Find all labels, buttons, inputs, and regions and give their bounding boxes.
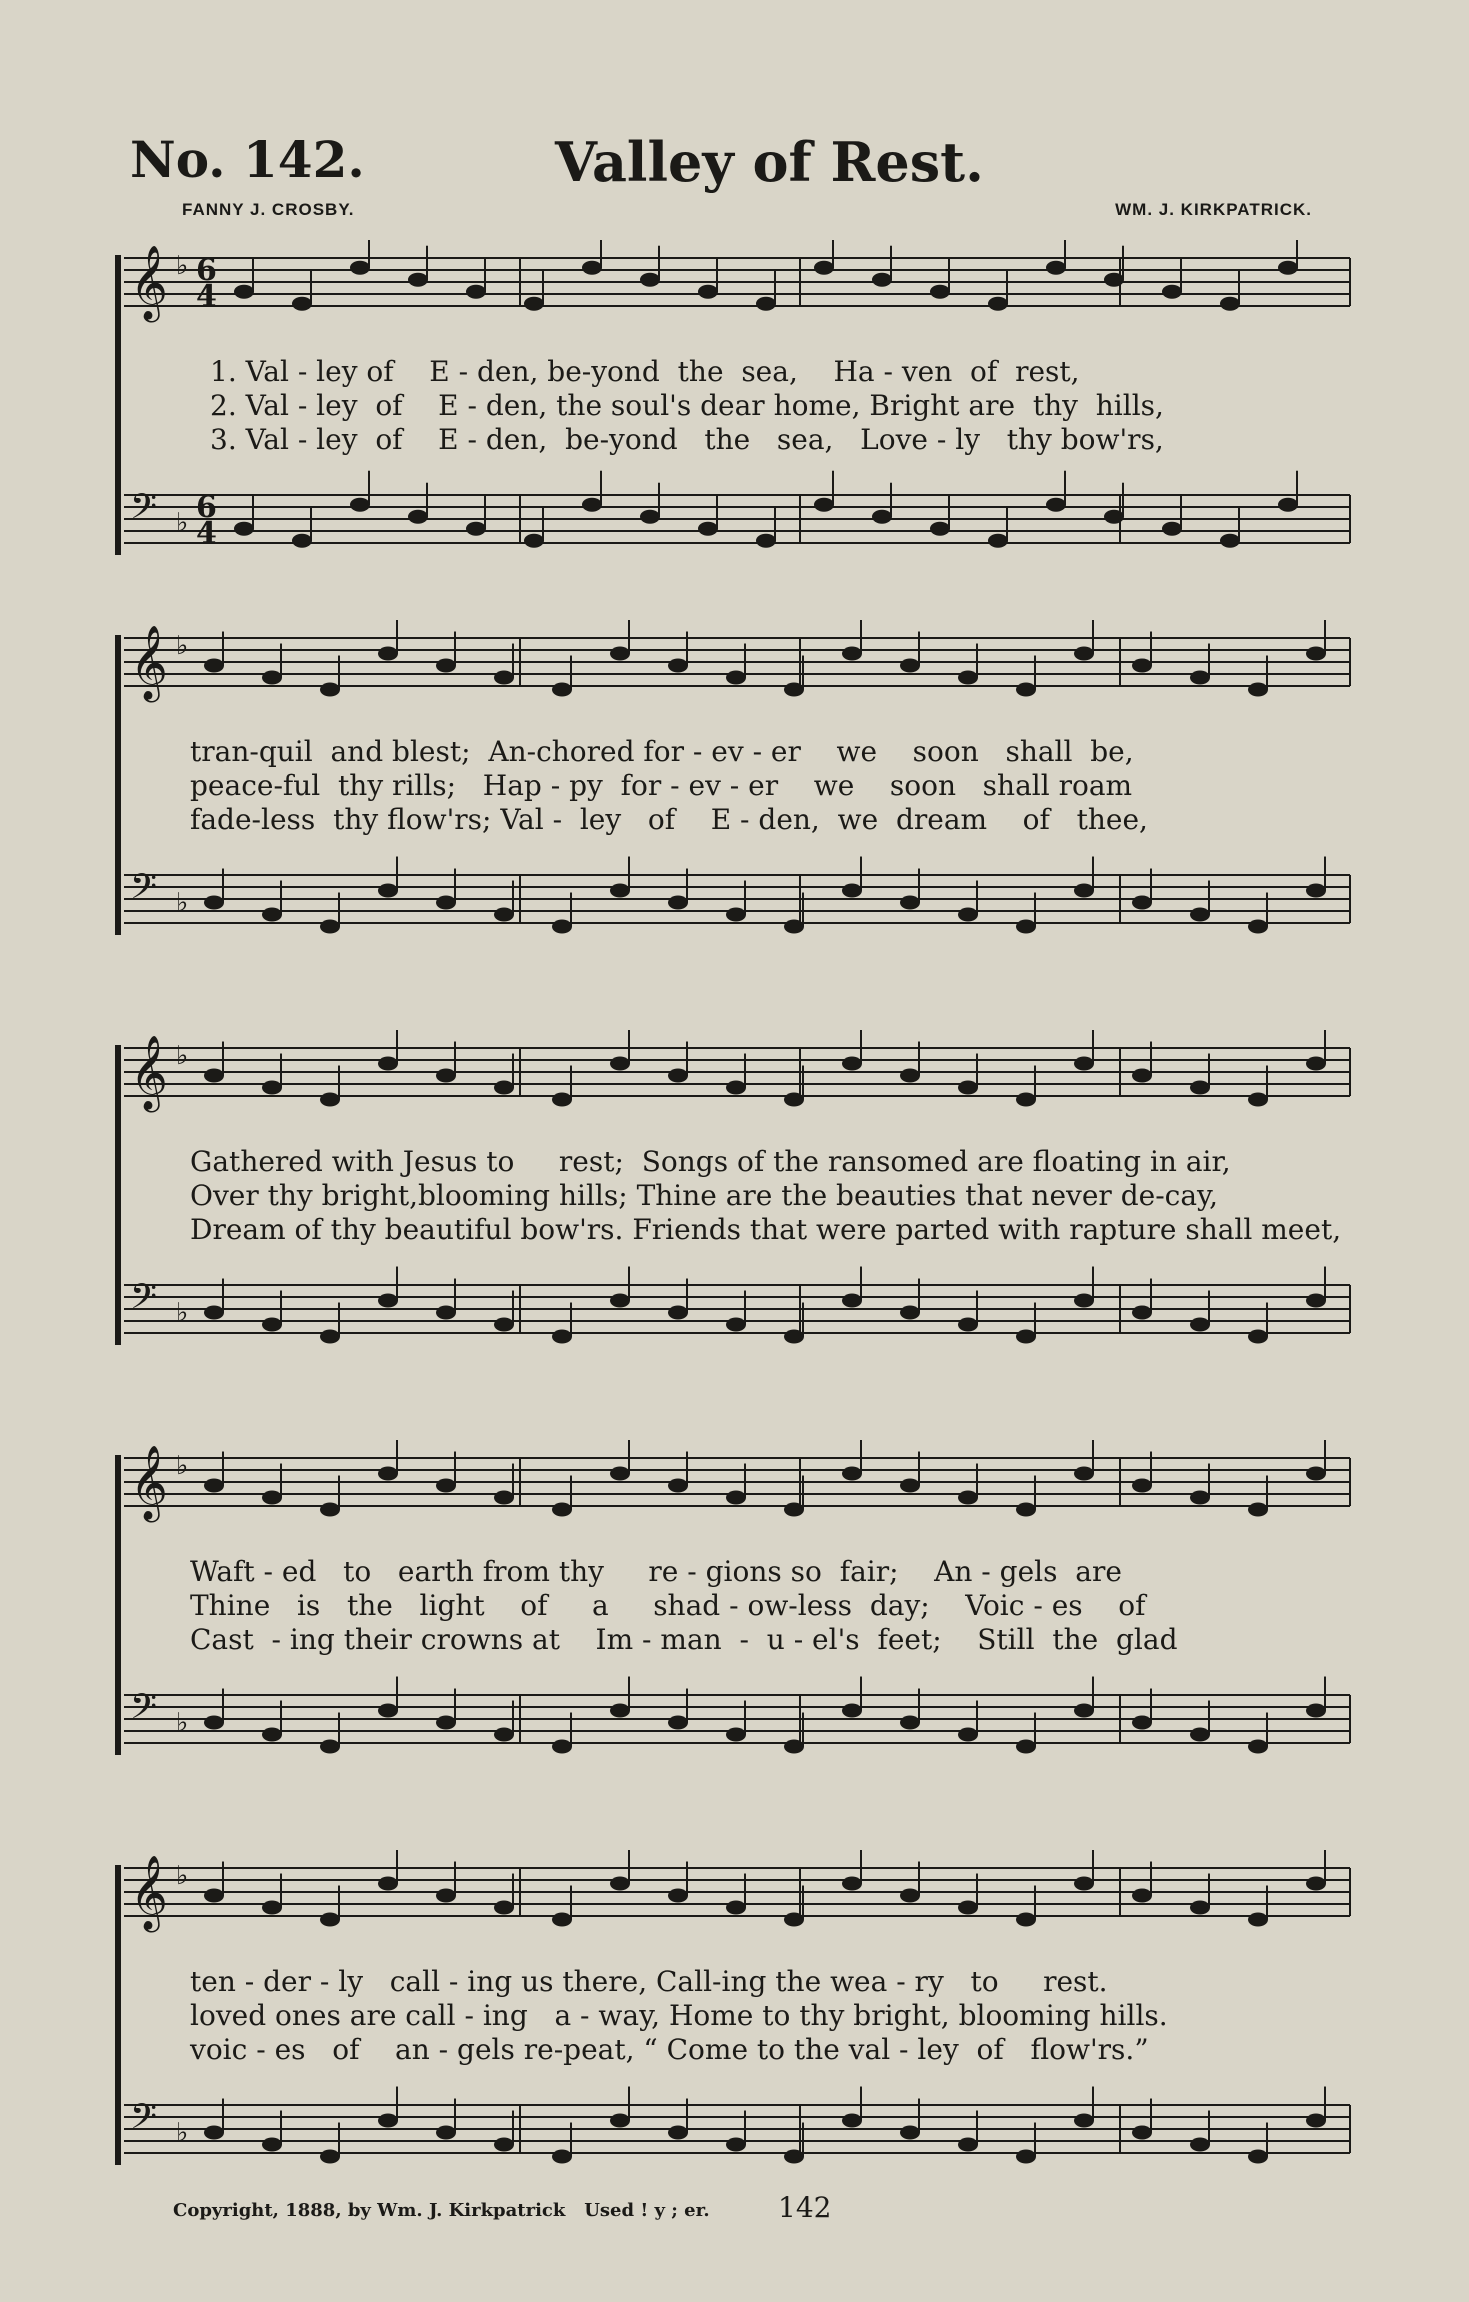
note-head — [436, 1889, 456, 1903]
note-head — [494, 1318, 514, 1332]
time-signature-icon: 6 — [196, 253, 217, 288]
note-head — [378, 1877, 398, 1891]
note-head — [958, 908, 978, 922]
note-head — [1074, 1704, 1094, 1718]
note-head — [988, 534, 1008, 548]
note-head — [668, 659, 688, 673]
note-head — [668, 1306, 688, 1320]
flat-icon: ♭ — [176, 1041, 189, 1071]
note-head — [784, 1740, 804, 1754]
note-head — [524, 297, 544, 311]
note-head — [842, 2114, 862, 2128]
note-head — [494, 1081, 514, 1095]
hymn-number: No. 142. — [130, 130, 365, 189]
treble-clef-icon: 𝄞 — [130, 626, 168, 700]
note-head — [726, 1728, 746, 1742]
lyric-line: 3. Val - ley of E - den, be-yond the sea, Love - ly thy bow'rs, — [210, 423, 1164, 456]
note-head — [1016, 683, 1036, 697]
note-head — [900, 1889, 920, 1903]
note-head — [698, 522, 718, 536]
music-system — [110, 240, 1360, 580]
note-head — [958, 1728, 978, 1742]
note-head — [640, 510, 660, 524]
note-head — [436, 1479, 456, 1493]
note-head — [350, 498, 370, 512]
note-head — [1162, 285, 1182, 299]
note-head — [1074, 1467, 1094, 1481]
note-head — [378, 1704, 398, 1718]
note-head — [292, 534, 312, 548]
note-head — [1132, 1479, 1152, 1493]
lyrics-block — [210, 355, 1164, 457]
note-head — [842, 647, 862, 661]
note-head — [552, 2150, 572, 2164]
note-head — [900, 1069, 920, 1083]
lyric-line: 1. Val - ley of E - den, be-yond the sea, Ha - ven of rest, — [210, 355, 1080, 388]
note-head — [1132, 2126, 1152, 2140]
note-head — [262, 2138, 282, 2152]
note-head — [726, 2138, 746, 2152]
note-head — [668, 896, 688, 910]
note-head — [610, 2114, 630, 2128]
note-head — [842, 1877, 862, 1891]
note-head — [1306, 2114, 1326, 2128]
note-head — [698, 285, 718, 299]
note-head — [958, 671, 978, 685]
note-head — [610, 1704, 630, 1718]
note-head — [234, 522, 254, 536]
flat-icon: ♭ — [176, 1298, 189, 1328]
note-head — [1220, 534, 1240, 548]
note-head — [292, 297, 312, 311]
flat-icon: ♭ — [176, 508, 189, 538]
note-head — [1248, 920, 1268, 934]
note-head — [900, 1306, 920, 1320]
flat-icon: ♭ — [176, 1861, 189, 1891]
note-head — [1016, 1503, 1036, 1517]
lyric-line: peace-ful thy rills; Hap - py for - ev - er we soon shall roam — [190, 769, 1133, 802]
note-head — [1074, 1877, 1094, 1891]
note-head — [726, 671, 746, 685]
note-head — [814, 498, 834, 512]
note-head — [524, 534, 544, 548]
note-head — [930, 285, 950, 299]
note-head — [204, 1889, 224, 1903]
treble-clef-icon: 𝄞 — [130, 246, 168, 320]
note-head — [842, 1057, 862, 1071]
note-head — [204, 1306, 224, 1320]
lyric-line: Gathered with Jesus to rest; Songs of the ransomed are floating in air, — [190, 1145, 1231, 1178]
note-head — [262, 1081, 282, 1095]
note-head — [1306, 1704, 1326, 1718]
note-head — [726, 1901, 746, 1915]
note-head — [610, 884, 630, 898]
bass-clef-icon: 𝄢 — [130, 1276, 158, 1325]
lyric-line: Waft - ed to earth from thy re - gions so fair; An - gels are — [190, 1555, 1122, 1588]
note-head — [408, 273, 428, 287]
bass-clef-icon: 𝄢 — [130, 1686, 158, 1735]
note-head — [988, 297, 1008, 311]
lyrics-block — [190, 1965, 1168, 2067]
note-head — [204, 1716, 224, 1730]
note-head — [1132, 1069, 1152, 1083]
note-head — [1306, 1467, 1326, 1481]
note-head — [842, 1467, 862, 1481]
note-head — [552, 1330, 572, 1344]
copyright-notice — [173, 2200, 710, 2221]
note-head — [784, 2150, 804, 2164]
note-head — [784, 1913, 804, 1927]
lyric-line: ten - der - ly call - ing us there, Call-ing the wea - ry to rest. — [190, 1965, 1108, 1998]
note-head — [1248, 1913, 1268, 1927]
note-head — [842, 884, 862, 898]
note-head — [958, 1901, 978, 1915]
note-head — [1190, 2138, 1210, 2152]
lyric-line: voic - es of an - gels re-peat, “ Come to the val - ley of flow'rs.” — [190, 2033, 1149, 2066]
flat-icon: ♭ — [176, 888, 189, 918]
note-head — [1132, 1889, 1152, 1903]
note-head — [1220, 297, 1240, 311]
note-head — [436, 1716, 456, 1730]
note-head — [1074, 647, 1094, 661]
note-head — [726, 1491, 746, 1505]
note-head — [1074, 1057, 1094, 1071]
copyright-text: Copyright, 1888, by Wm. J. Kirkpatrick — [173, 2200, 566, 2221]
bass-clef-icon: 𝄢 — [130, 2096, 158, 2145]
note-head — [1190, 1728, 1210, 1742]
note-head — [900, 659, 920, 673]
note-head — [842, 1294, 862, 1308]
music-system — [110, 620, 1360, 960]
note-head — [466, 522, 486, 536]
note-head — [726, 1081, 746, 1095]
note-head — [204, 1479, 224, 1493]
note-head — [320, 1913, 340, 1927]
hymn-title: Valley of Rest. — [555, 130, 984, 194]
note-head — [494, 908, 514, 922]
flat-icon: ♭ — [176, 2118, 189, 2148]
note-head — [784, 1503, 804, 1517]
note-head — [494, 1901, 514, 1915]
note-head — [1306, 647, 1326, 661]
note-head — [552, 1913, 572, 1927]
note-head — [1074, 2114, 1094, 2128]
note-head — [784, 1093, 804, 1107]
note-head — [436, 1069, 456, 1083]
note-head — [262, 1491, 282, 1505]
lyric-line: 2. Val - ley of E - den, the soul's dear home, Bright are thy hills, — [210, 389, 1164, 422]
note-head — [204, 2126, 224, 2140]
note-head — [262, 1318, 282, 1332]
bass-clef-icon: 𝄢 — [130, 866, 158, 915]
note-head — [958, 1081, 978, 1095]
note-head — [262, 908, 282, 922]
note-head — [1306, 1294, 1326, 1308]
note-head — [1074, 1294, 1094, 1308]
page-number: 142 — [778, 2191, 832, 2224]
music-system — [110, 1850, 1360, 2190]
note-head — [466, 285, 486, 299]
lyric-line: Thine is the light of a shad - ow-less day; Voic - es of — [190, 1589, 1146, 1622]
note-head — [408, 510, 428, 524]
lyrics-block — [190, 1555, 1178, 1657]
note-head — [320, 2150, 340, 2164]
note-head — [204, 659, 224, 673]
note-head — [1104, 273, 1124, 287]
time-signature-icon: 4 — [196, 516, 217, 551]
note-head — [610, 1294, 630, 1308]
note-head — [900, 1479, 920, 1493]
note-head — [494, 1728, 514, 1742]
note-head — [668, 2126, 688, 2140]
lyrics-block — [190, 735, 1148, 837]
treble-clef-icon: 𝄞 — [130, 1446, 168, 1520]
note-head — [1132, 1716, 1152, 1730]
note-head — [1278, 261, 1298, 275]
note-head — [726, 908, 746, 922]
note-head — [1306, 884, 1326, 898]
used-by-text: Used ! y ; er. — [584, 2200, 710, 2221]
note-head — [756, 297, 776, 311]
lyric-line: fade-less thy flow'rs; Val - ley of E - den, we dream of thee, — [190, 803, 1148, 836]
note-head — [552, 1740, 572, 1754]
note-head — [958, 2138, 978, 2152]
note-head — [378, 647, 398, 661]
note-head — [756, 534, 776, 548]
flat-icon: ♭ — [176, 631, 189, 661]
note-head — [1104, 510, 1124, 524]
note-head — [1132, 659, 1152, 673]
music-system — [110, 1030, 1360, 1370]
note-head — [842, 1704, 862, 1718]
note-head — [1248, 683, 1268, 697]
note-head — [378, 1294, 398, 1308]
note-head — [378, 884, 398, 898]
note-head — [494, 1491, 514, 1505]
note-head — [262, 671, 282, 685]
note-head — [930, 522, 950, 536]
note-head — [1248, 2150, 1268, 2164]
note-head — [320, 1330, 340, 1344]
note-head — [552, 920, 572, 934]
note-head — [872, 510, 892, 524]
lyric-line: Cast - ing their crowns at Im - man - u - el's feet; Still the glad — [190, 1623, 1178, 1656]
lyricist-credit: FANNY J. CROSBY. — [182, 200, 355, 219]
note-head — [1190, 1901, 1210, 1915]
note-head — [1016, 1740, 1036, 1754]
composer-credit: WM. J. KIRKPATRICK. — [1115, 200, 1312, 219]
note-head — [784, 683, 804, 697]
note-head — [610, 1057, 630, 1071]
lyric-line: Dream of thy beautiful bow'rs. Friends that were parted with rapture shall meet, — [190, 1213, 1342, 1246]
note-head — [726, 1318, 746, 1332]
bass-clef-icon: 𝄢 — [130, 486, 158, 535]
note-head — [350, 261, 370, 275]
flat-icon: ♭ — [176, 1708, 189, 1738]
note-head — [1248, 1740, 1268, 1754]
note-head — [320, 1093, 340, 1107]
note-head — [668, 1479, 688, 1493]
time-signature-icon: 6 — [196, 490, 217, 525]
note-head — [204, 896, 224, 910]
note-head — [1016, 2150, 1036, 2164]
lyric-line: loved ones are call - ing a - way, Home to thy bright, blooming hills. — [190, 1999, 1168, 2032]
note-head — [900, 1716, 920, 1730]
note-head — [814, 261, 834, 275]
lyric-line: Over thy bright,blooming hills; Thine are the beauties that never de-cay, — [190, 1179, 1219, 1212]
note-head — [1016, 1093, 1036, 1107]
note-head — [320, 920, 340, 934]
note-head — [610, 647, 630, 661]
note-head — [378, 2114, 398, 2128]
note-head — [1016, 920, 1036, 934]
note-head — [1190, 1081, 1210, 1095]
music-system — [110, 1440, 1360, 1780]
flat-icon: ♭ — [176, 251, 189, 281]
note-head — [1046, 498, 1066, 512]
note-head — [1248, 1330, 1268, 1344]
note-head — [262, 1901, 282, 1915]
note-head — [958, 1318, 978, 1332]
note-head — [1306, 1057, 1326, 1071]
treble-clef-icon: 𝄞 — [130, 1036, 168, 1110]
note-head — [494, 2138, 514, 2152]
note-head — [900, 2126, 920, 2140]
note-head — [1016, 1913, 1036, 1927]
flat-icon: ♭ — [176, 1451, 189, 1481]
note-head — [958, 1491, 978, 1505]
note-head — [872, 273, 892, 287]
note-head — [1190, 908, 1210, 922]
note-head — [1190, 1491, 1210, 1505]
note-head — [320, 683, 340, 697]
lyric-line: tran-quil and blest; An-chored for - ev - er we soon shall be, — [190, 735, 1134, 768]
note-head — [436, 1306, 456, 1320]
note-head — [784, 1330, 804, 1344]
note-head — [640, 273, 660, 287]
time-signature-icon: 4 — [196, 279, 217, 314]
note-head — [262, 1728, 282, 1742]
note-head — [1190, 1318, 1210, 1332]
note-head — [378, 1057, 398, 1071]
note-head — [1306, 1877, 1326, 1891]
note-head — [610, 1877, 630, 1891]
note-head — [320, 1740, 340, 1754]
note-head — [668, 1069, 688, 1083]
note-head — [784, 920, 804, 934]
note-head — [234, 285, 254, 299]
note-head — [582, 261, 602, 275]
note-head — [552, 1503, 572, 1517]
note-head — [204, 1069, 224, 1083]
note-head — [668, 1889, 688, 1903]
note-head — [552, 683, 572, 697]
note-head — [494, 671, 514, 685]
note-head — [378, 1467, 398, 1481]
note-head — [1016, 1330, 1036, 1344]
note-head — [610, 1467, 630, 1481]
treble-clef-icon: 𝄞 — [130, 1856, 168, 1930]
note-head — [1132, 1306, 1152, 1320]
note-head — [1248, 1093, 1268, 1107]
note-head — [552, 1093, 572, 1107]
lyrics-block — [190, 1145, 1341, 1247]
note-head — [668, 1716, 688, 1730]
note-head — [1074, 884, 1094, 898]
note-head — [1046, 261, 1066, 275]
note-head — [582, 498, 602, 512]
note-head — [320, 1503, 340, 1517]
note-head — [436, 2126, 456, 2140]
note-head — [900, 896, 920, 910]
note-head — [1278, 498, 1298, 512]
note-head — [436, 896, 456, 910]
note-head — [436, 659, 456, 673]
note-head — [1162, 522, 1182, 536]
note-head — [1132, 896, 1152, 910]
note-head — [1190, 671, 1210, 685]
note-head — [1248, 1503, 1268, 1517]
